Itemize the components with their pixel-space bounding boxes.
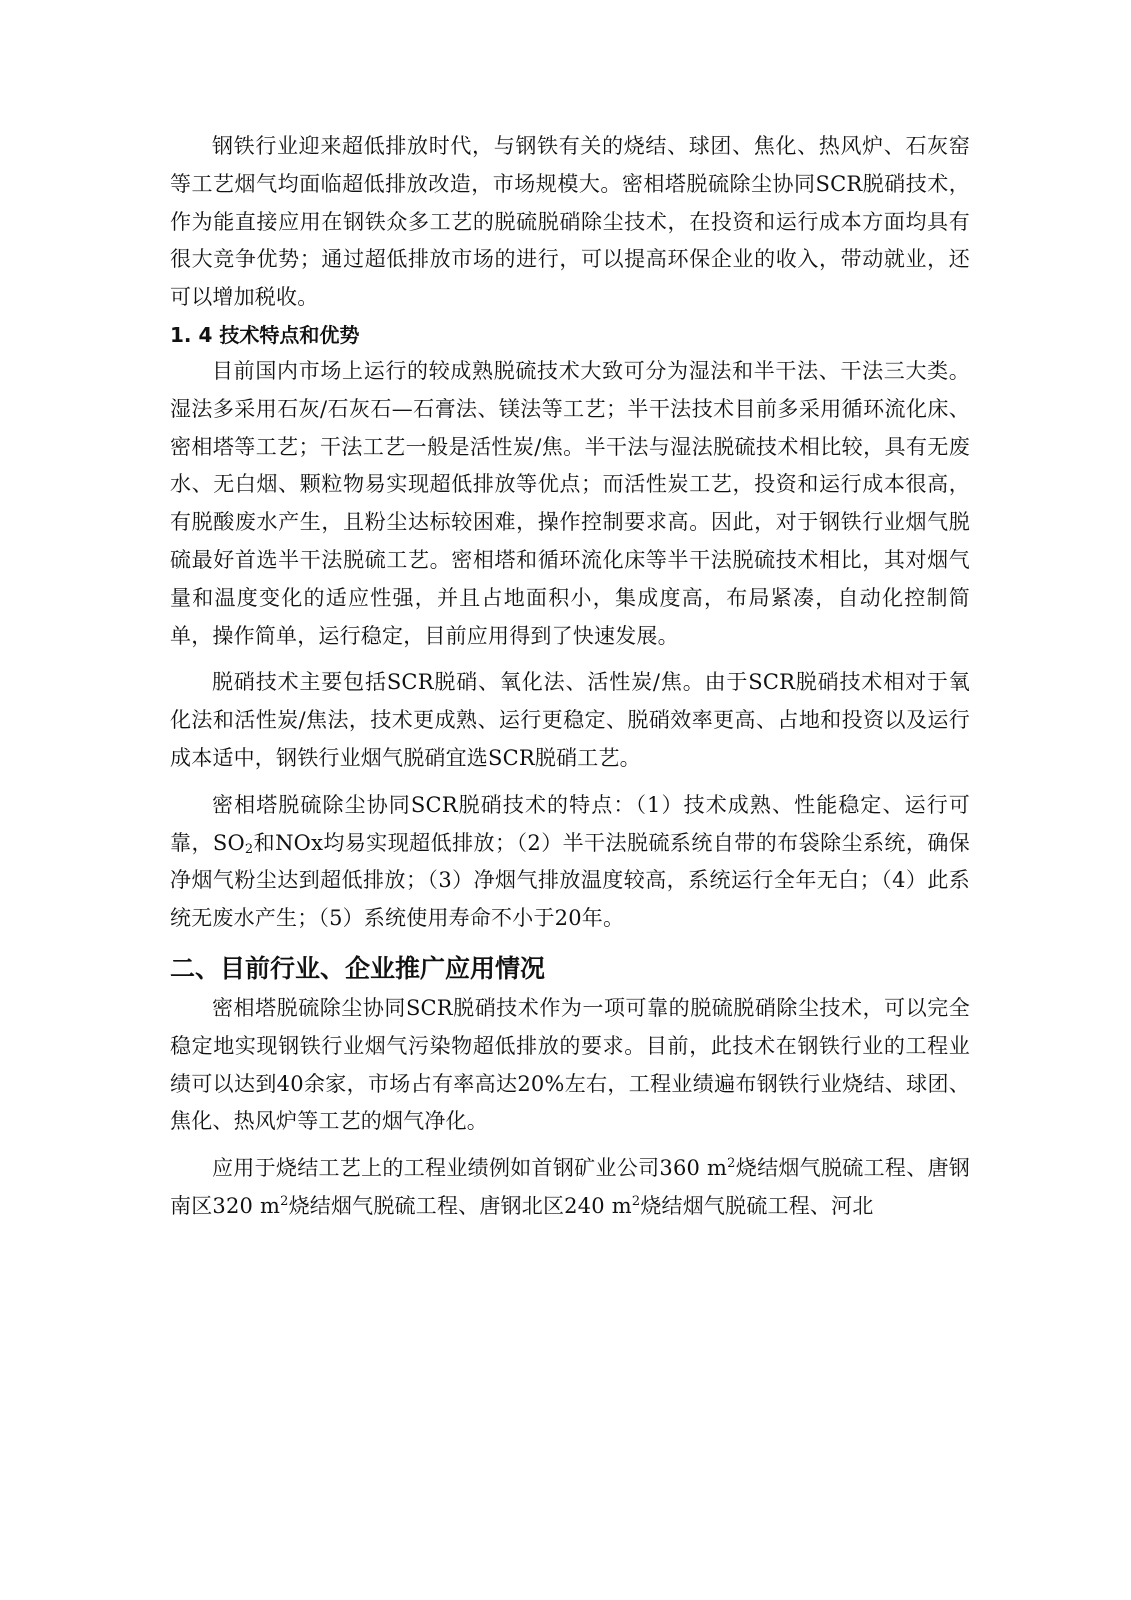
- features-text-after: 和NOx均易实现超低排放；（2）半干法脱硫系统自带的布袋除尘系统，确保净烟气粉尘达到超低排放；（3）净烟气排放温度较高，系统运行全年无白；（4）此系统无废水产生；（5）系统使用寿命不小于20年。: [170, 830, 970, 931]
- so2-subscript: 2: [244, 841, 254, 857]
- projects-text-b: 烧结烟气脱硫工程、唐钢南区320 m: [170, 1156, 971, 1218]
- document-page: [170, 128, 970, 1226]
- tech-paragraph-denitration: 脱硝技术主要包括SCR脱硝、氧化法、活性炭/焦。由于SCR脱硝技术相对于氧化法和活性炭/焦法，技术更成熟、运行更稳定、脱硝效率更高、占地和投资以及运行成本适中，钢铁行业烟气脱硝宜选SCR脱硝工艺。: [170, 670, 970, 770]
- unit-superscript: 2: [727, 1156, 736, 1172]
- projects-text-a: 应用于烧结工艺上的工程业绩例如首钢矿业公司360 m: [212, 1156, 728, 1181]
- sintering-projects-paragraph: [170, 1150, 970, 1226]
- projects-text-d: 烧结烟气脱硫工程、河北: [640, 1193, 874, 1218]
- tech-paragraph-desulfurization: 目前国内市场上运行的较成熟脱硫技术大致可分为湿法和半干法、干法三大类。湿法多采用石灰/石灰石—石膏法、镁法等工艺；半干法技术目前多采用循环流化床、密相塔等工艺；干法工艺一般是活性炭/焦。半干法与湿法脱硫技术相比较，具有无废水、无白烟、颗粒物易实现超低排放等优点；而活性炭工艺，投资和运行成本很高，有脱酸废水产生，且粉尘达标较困难，操作控制要求高。因此，对于钢铁行业烟气脱硫最好首选半干法脱硫工艺。密相塔和循环流化床等半干法脱硫技术相比，其对烟气量和温度变化的适应性强，并且占地面积小，集成度高，布局紧凑，自动化控制简单，操作简单，运行稳定，目前应用得到了快速发展。: [170, 358, 970, 648]
- section-heading-2: 二、目前行业、企业推广应用情况: [170, 953, 546, 983]
- projects-text-c: 烧结烟气脱硫工程、唐钢北区240 m: [288, 1193, 632, 1218]
- unit-superscript: 2: [280, 1193, 289, 1209]
- unit-superscript: 2: [631, 1193, 641, 1209]
- application-paragraph: 密相塔脱硫除尘协同SCR脱硝技术作为一项可靠的脱硫脱硝除尘技术，可以完全稳定地实现钢铁行业烟气污染物超低排放的要求。目前，此技术在钢铁行业的工程业绩可以达到40余家，市场占有率高达20%左右，工程业绩遍布钢铁行业烧结、球团、焦化、热风炉等工艺的烟气净化。: [170, 995, 970, 1134]
- features-text-before: 密相塔脱硫除尘协同SCR脱硝技术的特点：（1）技术成熟、性能稳定、运行可靠，SO: [170, 792, 970, 855]
- tech-paragraph-features: [170, 787, 970, 938]
- section-heading-1-4: 1. 4 技术特点和优势: [170, 322, 360, 347]
- intro-paragraph: 钢铁行业迎来超低排放时代，与钢铁有关的烧结、球团、焦化、热风炉、石灰窑等工艺烟气均面临超低排放改造，市场规模大。密相塔脱硫除尘协同SCR脱硝技术，作为能直接应用在钢铁众多工艺的脱硫脱硝除尘技术，在投资和运行成本方面均具有很大竞争优势；通过超低排放市场的进行，可以提高环保企业的收入，带动就业，还可以增加税收。: [170, 134, 970, 310]
